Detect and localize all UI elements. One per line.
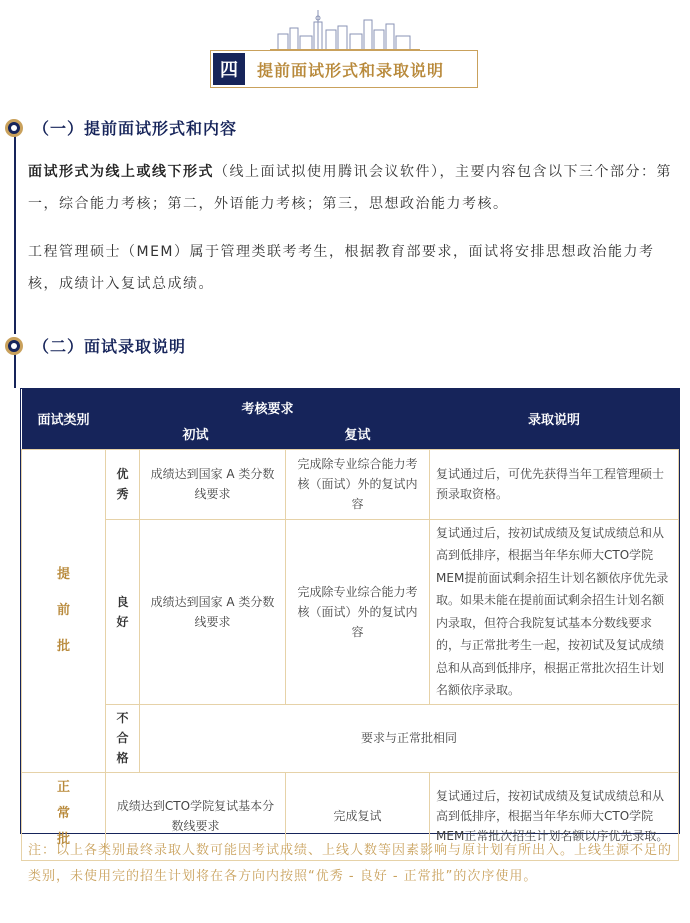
header-retest: 复试	[286, 419, 430, 449]
level-fail: 不合格	[116, 711, 129, 765]
initial-requirement: 成绩达到CTO学院复试基本分数线要求	[106, 772, 286, 860]
table-row	[22, 704, 679, 772]
footnote: 注：以上各类别最终录取人数可能因考试成绩、上线人数等因素影响与原计划有所出入。上线生源不足的类别，未使用完的招生计划将在各方向内按照“优秀 - 良好 - 正常批”的次序使用。	[28, 843, 673, 884]
subsection-heading-1	[5, 116, 237, 139]
normal-batch-label: 正常批	[22, 772, 106, 860]
retest-requirement: 完成除专业综合能力考核（面试）外的复试内容	[286, 449, 430, 519]
section-number: 四	[213, 53, 245, 85]
initial-requirement: 成绩达到国家 A 类分数线要求	[140, 519, 286, 704]
subsection-heading-2	[5, 334, 186, 357]
header-initial: 初试	[106, 419, 286, 449]
section-title: 提前面试形式和录取说明	[257, 60, 445, 80]
header-category: 面试类别	[22, 389, 106, 449]
mem-politics-paragraph: 工程管理硕士（MEM）属于管理类联考考生，根据教育部要求，面试将安排思想政治能力考核，成绩计入复试总成绩。	[28, 244, 655, 292]
timeline-line	[14, 352, 16, 388]
interview-format-emphasis: 面试形式为线上或线下形式	[28, 164, 214, 180]
section-banner	[210, 50, 478, 88]
admission-table	[20, 388, 680, 847]
retest-requirement: 完成除专业综合能力考核（面试）外的复试内容	[286, 519, 430, 704]
subsection-title: （二）面试录取说明	[33, 337, 187, 356]
interview-format-paragraph	[28, 156, 676, 220]
header-admission: 录取说明	[430, 389, 679, 449]
interview-format-text: （线上面试拟使用腾讯会议软件），主要内容包含以下三个部分：第一，综合能力考核；第二，外语能力考核；第三，思想政治能力考核。	[28, 164, 672, 212]
admission-note: 复试通过后，按初试成绩及复试成绩总和从高到低排序，根据当年华东师大CTO学院MEM提前面试剩余招生计划名额依序优先录取。如果未能在提前面试剩余招生计划名额内录取，但符合我院复试基本分数线要求的，与正常批考生一起，按初试及复试成绩总和从高到低排序，根据正常批次招生计划名额依序录取。	[430, 519, 679, 704]
city-skyline-illustration	[270, 6, 420, 50]
header-requirements: 考核要求	[106, 389, 430, 419]
retest-requirement: 完成复试	[286, 772, 430, 860]
level-excellent: 优秀	[116, 467, 129, 501]
timeline-line	[14, 134, 16, 334]
table-row	[22, 519, 679, 704]
initial-requirement: 成绩达到国家 A 类分数线要求	[140, 449, 286, 519]
timeline-dot-icon	[5, 119, 23, 137]
admission-note: 复试通过后，按初试成绩及复试成绩总和从高到低排序，根据当年华东师大CTO学院MEM正常批次招生计划名额以序优先录取。	[430, 772, 679, 860]
table-row	[22, 449, 679, 519]
subsection-title: （一）提前面试形式和内容	[33, 119, 238, 138]
level-good: 良好	[116, 594, 129, 629]
early-batch-label: 提前批	[22, 449, 106, 772]
timeline-dot-icon	[5, 337, 23, 355]
same-as-normal: 要求与正常批相同	[140, 704, 679, 772]
admission-note: 复试通过后，可优先获得当年工程管理硕士预录取资格。	[430, 449, 679, 519]
